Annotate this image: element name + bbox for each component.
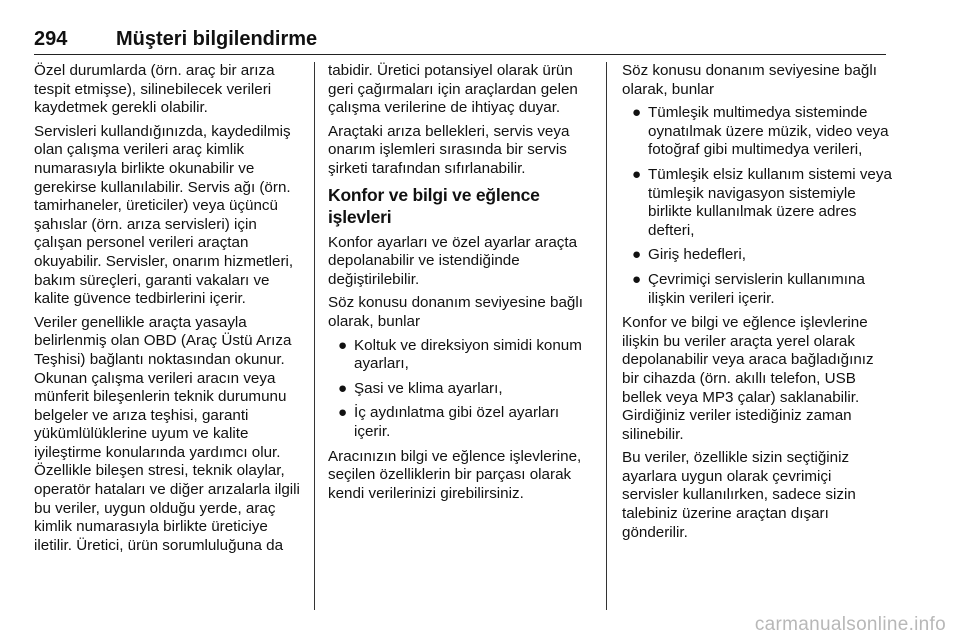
list-item-text: Giriş hedefleri, bbox=[648, 246, 746, 264]
paragraph: Özel durumlarda (örn. araç bir arıza tespit etmişse), silinebilecek verileri kaydetmek gerekli olabilir. bbox=[34, 62, 275, 117]
paragraph: Veriler genellikle araçta yasayla belirlenmiş olan OBD (Araç Üstü Arıza Teşhisi) bağlantı noktasından okunur. Okunan çalışma verileri aracın veya münferit bileşenlerin teknik durumunu belgeler ve arıza teşhisi, garanti yükümlülüklerine uyum ve kalite iyileştirme konularında yardımcı olur. Özellikle bileşen stresi, teknik olaylar, operatör hataları ve diğer arızalarla ilgili bu veriler, uygun olduğu yerde, araç kimlik numarasıyla birlikte üreticiye iletilir. Üretici, ürün sorumluluğuna da bbox=[34, 313, 300, 554]
column-3 bbox=[622, 62, 892, 547]
bullet-icon: ● bbox=[632, 246, 642, 264]
bullet-list bbox=[622, 104, 892, 308]
list-item bbox=[328, 404, 596, 441]
bullet-icon: ● bbox=[338, 336, 348, 354]
list-item bbox=[622, 104, 892, 160]
paragraph: Aracınızın bilgi ve eğlence işlevlerine, seçilen özelliklerin bir parçası olarak kendi verilerinizi girebilirsiniz. bbox=[328, 447, 582, 502]
list-item-text: Şasi ve klima ayarları, bbox=[354, 379, 503, 397]
bullet-icon: ● bbox=[632, 270, 642, 288]
column-1 bbox=[34, 62, 306, 560]
list-item bbox=[328, 380, 596, 399]
list-item-text: Tümleşik multimedya sisteminde oynatılmak üzere müzik, video veya fotoğraf gibi multimedya verileri, bbox=[648, 104, 889, 159]
page-header bbox=[34, 26, 886, 55]
paragraph: Söz konusu donanım seviyesine bağlı olarak, bunlar bbox=[328, 294, 583, 330]
bullet-list bbox=[328, 337, 596, 442]
page-number: 294 bbox=[34, 28, 68, 50]
paragraph: Araçtaki arıza bellekleri, servis veya onarım işlemleri sırasında bir servis şirketi tarafından sıfırlanabilir. bbox=[328, 122, 570, 177]
list-item-text: Çevrimiçi servislerin kullanımına ilişkin verileri içerir. bbox=[648, 270, 865, 307]
list-item bbox=[622, 271, 892, 308]
column-divider bbox=[314, 62, 315, 610]
list-item-text: Koltuk ve direksiyon simidi konum ayarları, bbox=[354, 336, 582, 373]
list-item-text: İç aydınlatma gibi özel ayarları içerir. bbox=[354, 404, 560, 440]
paragraph: Konfor ve bilgi ve eğlence işlevlerine ilişkin bu veriler araçta yerel olarak depolanabilir veya araca bağladığınız bir cihazda (örn. akıllı telefon, USB bellek veya MP3 çalar) saklanabilir. Girdiğiniz veriler istediğiniz zaman silinebilir. bbox=[622, 314, 874, 443]
column-2 bbox=[328, 62, 596, 508]
watermark: carmanualsonline.info bbox=[754, 614, 946, 635]
paragraph: tabidir. Üretici potansiyel olarak ürün geri çağırmaları için araçlardan gelen çalışma verilerine de ihtiyaç duyar. bbox=[328, 62, 578, 117]
page-title: Müşteri bilgilendirme bbox=[116, 28, 318, 50]
bullet-icon: ● bbox=[338, 404, 348, 422]
section-heading: Konfor ve bilgi ve eğlence işlevleri bbox=[328, 184, 540, 227]
list-item bbox=[622, 246, 892, 265]
list-item bbox=[328, 337, 596, 374]
bullet-icon: ● bbox=[632, 165, 642, 183]
paragraph: Servisleri kullandığınızda, kaydedilmiş olan çalışma verileri araç kimlik numarasıyla birlikte okunabilir ve gerekirse kullanılabilir. Servis ağı (örn. tamirhaneler, üreticiler) veya üçüncü şahıslar (örn. arıza servisleri) için çalışan personel verileri araçtan okuyabilir. Servisler, onarım hizmetleri, bakım süreçleri, garanti vakaları ve kalite güvence tedbirlerini içerir. bbox=[34, 122, 294, 308]
column-divider bbox=[606, 62, 607, 610]
paragraph: Bu veriler, özellikle sizin seçtiğiniz ayarlara uygun olarak çevrimiçi servisler kullanılırken, sadece sizin talebiniz üzerine araçtan dışarı gönderilir. bbox=[622, 449, 856, 541]
paragraph: Konfor ayarları ve özel ayarlar araçta depolanabilir ve istendiğinde değiştirilebilir. bbox=[328, 233, 578, 288]
list-item bbox=[622, 166, 892, 240]
bullet-icon: ● bbox=[632, 104, 642, 122]
list-item-text: Tümleşik elsiz kullanım sistemi veya tümleşik navigasyon sistemiyle birlikte kullanılmak üzere adres defteri, bbox=[648, 165, 892, 239]
paragraph: Söz konusu donanım seviyesine bağlı olarak, bunlar bbox=[622, 62, 877, 98]
bullet-icon: ● bbox=[338, 379, 348, 397]
